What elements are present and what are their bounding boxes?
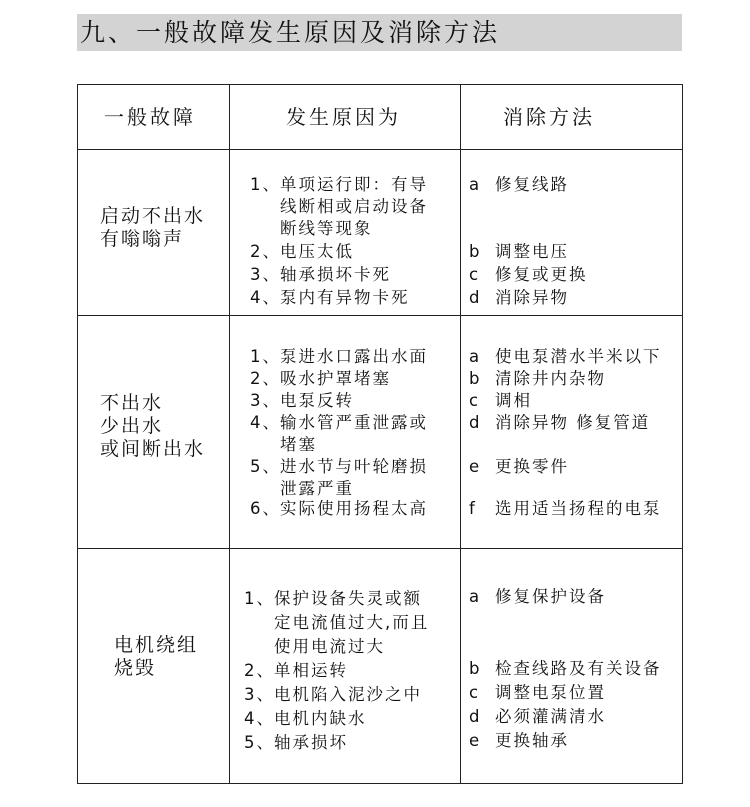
remedy-line: e 更换轴承 (469, 731, 569, 750)
cause-line: 堵塞 (280, 435, 317, 454)
fault-name: 电机绕组 烧毁 (114, 634, 199, 679)
fault-name: 启动不出水 有嗡嗡声 (100, 205, 206, 250)
cause-line: 4、泵内有异物卡死 (250, 288, 410, 307)
remedy-line: e 更换零件 (469, 457, 569, 476)
remedy-line: b 检查线路及有关设备 (469, 659, 662, 678)
cause-line: 3、电泵反转 (250, 391, 354, 410)
cause-line: 3、电机陷入泥沙之中 (244, 685, 422, 704)
cause-line: 5、轴承损坏 (244, 733, 348, 752)
cause-line: 3、轴承损坏卡死 (250, 265, 391, 284)
remedy-line: d 必须灌满清水 (469, 707, 606, 726)
fault-table (77, 84, 683, 784)
cause-line: 2、吸水护罩堵塞 (250, 369, 391, 388)
fault-name: 不出水 少出水 或间断出水 (100, 392, 206, 460)
remedy-line: a 修复线路 (469, 175, 569, 194)
cause-line: 6、实际使用扬程太高 (250, 499, 428, 518)
remedy-line: d 消除异物 修复管道 (469, 413, 651, 432)
cause-line: 1、单项运行即：有导 (250, 175, 428, 194)
header-remedy: 消除方法 (503, 105, 595, 129)
remedy-line: b 调整电压 (469, 242, 569, 261)
remedy-line: c 调整电泵位置 (469, 683, 606, 702)
column-divider (460, 85, 461, 783)
cause-line: 泄露严重 (280, 479, 354, 498)
header-cause: 发生原因为 (286, 105, 401, 129)
cause-line: 5、进水节与叶轮磨损 (250, 457, 428, 476)
remedy-line: a 修复保护设备 (469, 587, 606, 606)
cause-line: 断线等现象 (280, 219, 373, 238)
row-divider (78, 315, 682, 316)
cause-line: 线断相或启动设备 (280, 197, 428, 216)
remedy-line: d 消除异物 (469, 288, 569, 307)
row-divider (78, 149, 682, 150)
cause-line: 使用电流过大 (274, 637, 385, 656)
cause-line: 4、电机内缺水 (244, 709, 367, 728)
remedy-line: b 清除井内杂物 (469, 369, 606, 388)
remedy-line: c 修复或更换 (469, 265, 588, 284)
cause-line: 2、单相运转 (244, 661, 348, 680)
page-title: 九、一般故障发生原因及消除方法 (80, 18, 501, 47)
remedy-line: a 使电泵潜水半米以下 (469, 347, 662, 366)
remedy-line: f 选用适当扬程的电泵 (469, 499, 662, 518)
remedy-line: c 调相 (469, 391, 532, 410)
cause-line: 定电流值过大,而且 (274, 613, 430, 632)
cause-line: 1、保护设备失灵或额 (244, 589, 422, 608)
header-fault: 一般故障 (104, 105, 196, 129)
title-bar (77, 14, 682, 51)
cause-line: 1、泵进水口露出水面 (250, 347, 428, 366)
cause-line: 4、输水管严重泄露或 (250, 413, 428, 432)
cause-line: 2、电压太低 (250, 242, 354, 261)
row-divider (78, 548, 682, 549)
